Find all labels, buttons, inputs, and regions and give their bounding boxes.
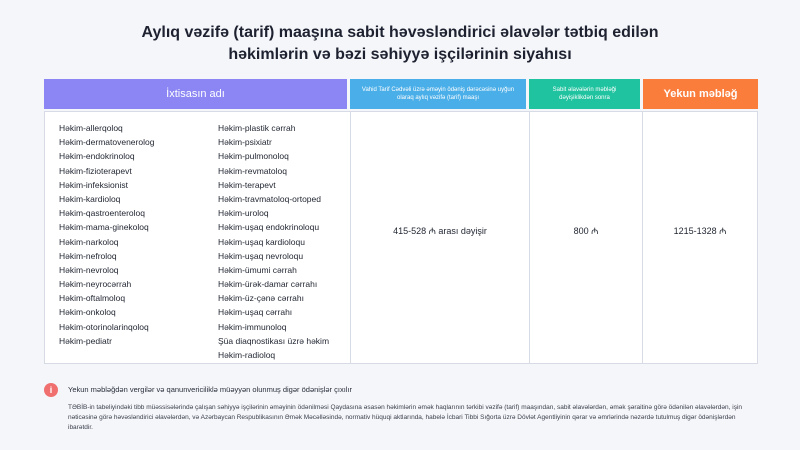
specialty-item: Həkim-narkoloq <box>59 236 119 247</box>
specialty-item: Həkim-uşaq nevroloqu <box>218 250 304 261</box>
header-fixed-allowance: Sabit əlavələrin məbləği dəyişiklikdən sonra <box>529 79 640 109</box>
specialty-item: Həkim-plastik cərrah <box>218 123 296 133</box>
tariff-cell <box>350 111 530 364</box>
specialty-item: Həkim-oftalmoloq <box>59 293 126 304</box>
specialty-item: Həkim-qastroenteroloq <box>59 208 145 219</box>
specialty-item: Həkim-otorinolarinqoloq <box>59 321 149 332</box>
specialty-item: Həkim-uşaq endokrinoloqu <box>218 222 320 233</box>
specialty-item: Həkim-pediatr <box>59 335 112 346</box>
header-specialty: İxtisasın adı <box>44 79 347 109</box>
specialty-item: Həkim-fizioterapevt <box>59 165 132 176</box>
specialty-item: Həkim-dermatovenerolog <box>59 137 155 148</box>
specialty-item: Şüa diaqnostikası üzrə həkim <box>218 335 330 346</box>
specialty-item: Həkim-neyrocərrah <box>59 279 132 290</box>
specialty-item: Həkim-kardioloq <box>59 193 121 204</box>
specialty-item: Həkim-mama-ginekoloq <box>59 222 149 233</box>
header-tariff: Vahid Tarif Cədvəli üzrə əməyin ödəniş dərəcəsinə uyğun olaraq aylıq vəzifə (tarif) maaşı <box>350 79 526 109</box>
specialty-item: Həkim-endokrinoloq <box>59 151 135 162</box>
specialty-item: Həkim-uşaq cərrahı <box>218 307 293 318</box>
tariff-value: 415-528 ₼ arası dəyişir <box>393 226 487 236</box>
specialty-list-1 <box>59 121 154 348</box>
specialty-item: Həkim-radioloq <box>218 350 276 360</box>
specialty-item: Həkim-uşaq kardioloqu <box>218 236 305 247</box>
specialty-item: Həkim-nevroloq <box>59 264 119 275</box>
total-value: 1215-1328 ₼ <box>673 226 727 236</box>
title-line-2: həkimlərin və bəzi səhiyyə işçilərinin siyahısı <box>228 46 572 63</box>
specialty-item: Həkim-nefroloq <box>59 250 117 261</box>
total-cell <box>642 111 758 364</box>
specialty-item: Həkim-terapevt <box>218 179 276 190</box>
specialty-item: Həkim-immunoloq <box>218 321 287 332</box>
specialty-item: Həkim-pulmonoloq <box>218 151 289 162</box>
header-total: Yekun məbləğ <box>643 79 758 109</box>
specialty-cell <box>44 111 351 364</box>
fixed-cell <box>529 111 643 364</box>
specialty-item: Həkim-infeksionist <box>59 179 128 190</box>
specialty-item: Həkim-revmatoloq <box>218 165 287 176</box>
specialty-list-2 <box>218 121 329 362</box>
specialty-item: Həkim-üz-çənə cərrahı <box>218 293 304 304</box>
specialty-item: Həkim-ümumi cərrah <box>218 264 297 275</box>
specialty-item: Həkim-uroloq <box>218 208 269 219</box>
specialty-item: Həkim-ürək-damar cərrahı <box>218 279 318 290</box>
info-icon: i <box>44 383 58 397</box>
specialty-item: Həkim-allerqoloq <box>59 123 123 133</box>
description: TƏBİB-in tabeliyindəki tibb müəssisələrində çalışan səhiyyə işçilərinin əməyinin ödənilməsi Qaydasına əsasən həkimlərin əmək haqlarının tərkibi vəzifə (tarif) maaşından, sabit əlavələrdən, əmək şəraitinə görə ödənilən əlavələrdən, işin nəticəsinə görə həvəsləndirici əlavələrdən, və Azərbaycan Respublikasının Əmək Məcəlləsində, normativ hüquqi aktlarında, habelə İcbari Tibbi Sığorta üzrə Dövlət Agentliyinin qərar və əmrlərində nəzərdə tutulmuş digər ödənişlərdən ibarətdir. <box>68 404 743 431</box>
specialty-item: Həkim-onkoloq <box>59 307 116 318</box>
specialty-item: Həkim-travmatoloq-ortoped <box>218 193 321 204</box>
page-title <box>0 22 800 66</box>
footnote: Yekun məbləğdən vergilər və qanunvericiliklə müəyyən olunmuş digər ödənişlər çıxılır <box>68 385 353 394</box>
title-line-1: Aylıq vəzifə (tarif) maaşına sabit həvəsləndirici əlavələr tətbiq edilən <box>141 24 659 41</box>
salary-table <box>44 79 758 364</box>
specialty-item: Həkim-psixiatr <box>218 137 272 148</box>
fixed-value: 800 ₼ <box>573 226 599 236</box>
